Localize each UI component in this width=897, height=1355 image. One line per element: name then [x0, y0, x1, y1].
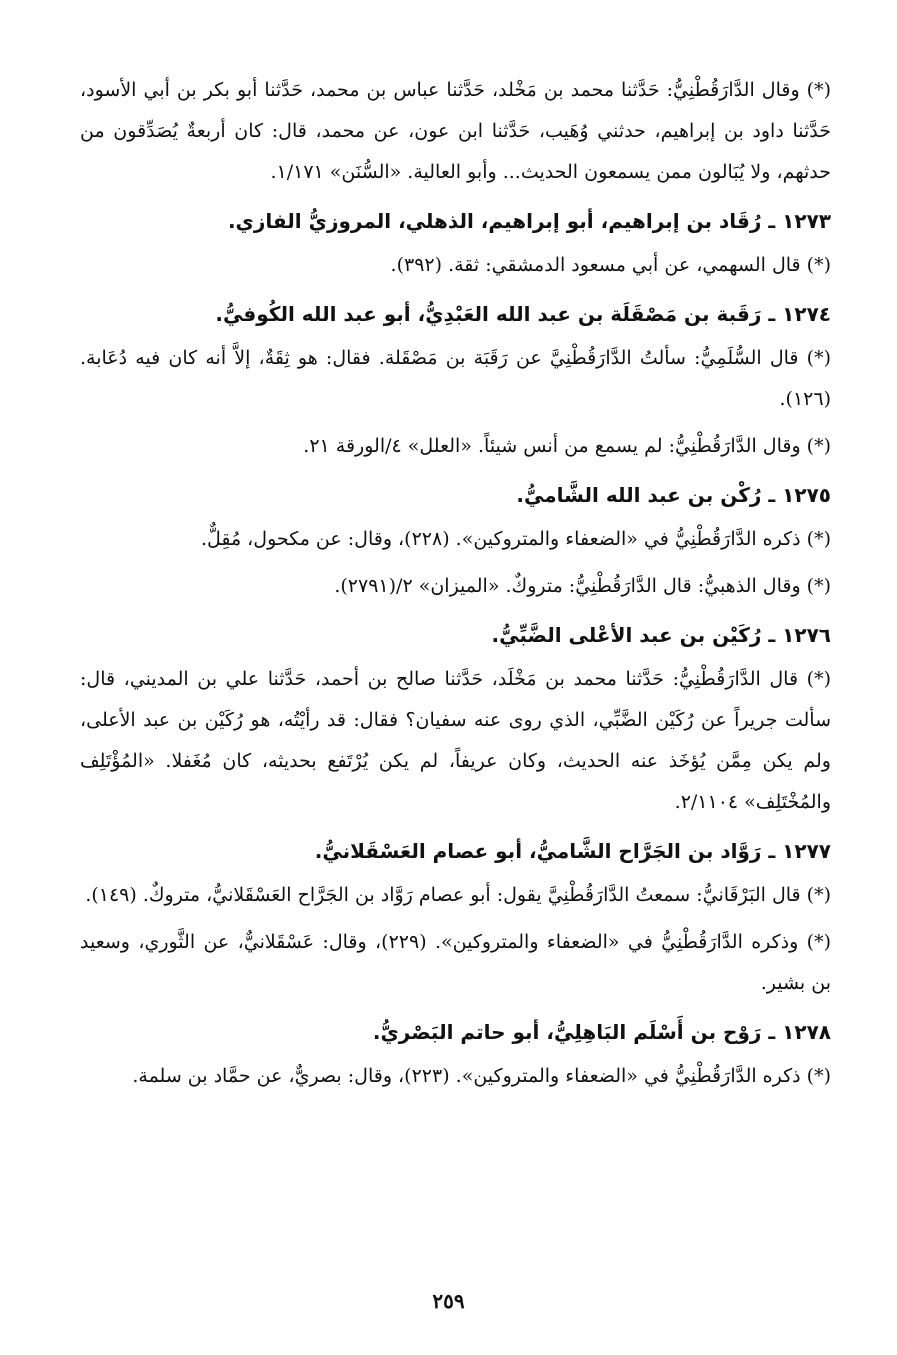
entry-paragraph: (*) قال السهمي، عن أبي مسعود الدمشقي: ثقة. (٣٩٢).: [390, 254, 831, 276]
entry-heading: ١٢٧٥ ـ رُكْن بن عبد الله الشَّاميُّ.: [516, 483, 831, 507]
entry-1277: [80, 831, 831, 1004]
entry-paragraph: (*) وقال الذهبيُّ: قال الدَّارَقُطْنِيُّ: متروكٌ. «الميزان» ٢/(٢٧٩١).: [334, 575, 831, 597]
entry-heading: ١٢٧٤ ـ رَقَبة بن مَصْقَلَة بن عبد الله العَبْدِيُّ، أبو عبد الله الكُوفيُّ.: [215, 302, 831, 326]
entry-heading: ١٢٧٣ ـ رُقَاد بن إبراهيم، أبو إبراهيم، الذهلي، المروزيُّ الفازي.: [227, 209, 831, 233]
entry-paragraph: (*) ذكره الدَّارَقُطْنِيُّ في «الضعفاء والمتروكين». (٢٢٨)، وقال: عن مكحول، مُقِلٌّ.: [200, 528, 831, 550]
entry-heading: ١٢٧٦ ـ رُكَيْن بن عبد الأعْلى الضَّبِّيُّ.: [491, 623, 831, 647]
entry-paragraph: (*) ذكره الدَّارَقُطْنِيُّ في «الضعفاء والمتروكين». (٢٢٣)، وقال: بصريٌّ، عن حمَّاد بن سلمة.: [132, 1065, 831, 1087]
entry-paragraph: (*) وقال الدَّارَقُطْنِيُّ: لم يسمع من أنس شيئاً. «العلل» ٤/الورقة ٢١.: [303, 435, 831, 457]
entry-heading: ١٢٧٨ ـ رَوْح بن أَسْلَم البَاهِلِيُّ، أبو حاتم البَصْريُّ.: [372, 1020, 831, 1044]
page-number: ٢٥٩: [432, 1289, 465, 1313]
entry-1274: [80, 294, 831, 467]
intro-paragraph: (*) وقال الدَّارَقُطْنِيُّ: حَدَّثنا محمد بن مَخْلد، حَدَّثنا عباس بن محمد، حَدَّثنا أبو بكر بن أبي الأسود، حَدَّثنا داود بن إبراهيم، حدثني وُهَيب، حَدَّثنا ابن عون، عن محمد، قال: كان أربعةٌ يُصَدِّقون من حدثهم، ولا يُبَالون ممن يسمعون الحديث... وأبو العالية. «السُّنَن» ١/١٧١.: [80, 79, 831, 183]
entry-1278: [80, 1012, 831, 1097]
entry-1275: [80, 475, 831, 607]
entry-1273: [80, 201, 831, 286]
entry-paragraph: (*) وذكره الدَّارَقُطْنِيُّ في «الضعفاء والمتروكين». (٢٢٩)، وقال: عَسْقَلانيٌّ، عن الثَّوري، وسعيد بن بشير.: [80, 931, 831, 994]
entry-paragraph: (*) قال الدَّارَقُطْنِيُّ: حَدَّثنا محمد بن مَخْلَد، حَدَّثنا صالح بن أحمد، حَدَّثنا علي بن المديني، قال: سألت جريراً عن رُكَيْن الضَّبِّي، الذي روى عنه سفيان؟ فقال: قد رأيْتُه، هو رُكَيْن بن عبد الأعلى، ولم يكن مِمَّن يُؤخَذ عنه الحديث، وكان عريفاً، لم يكن يُرْتَفع بحديثه، كان مُغَفلا. «المُؤْتَلِف والمُخْتَلِف» ٢/١١٠٤.: [80, 668, 831, 813]
entry-paragraph: (*) قال البَرْقَانيُّ: سمعتُ الدَّارَقُطْنِيَّ يقول: أبو عصام رَوَّاد بن الجَرَّاح العَسْقَلانيُّ، متروكٌ. (١٤٩).: [85, 884, 831, 906]
entry-paragraph: (*) قال السُّلَمِيُّ: سألتُ الدَّارَقُطْنِيَّ عن رَقَبَة بن مَصْقَلة. فقال: هو ثِقَةٌ، إلاَّ أنه كان فيه دُعَابة. (١٢٦).: [80, 347, 831, 410]
entry-1276: [80, 615, 831, 823]
entry-heading: ١٢٧٧ ـ رَوَّاد بن الجَرَّاح الشَّاميُّ، أبو عصام العَسْقَلانيُّ.: [314, 839, 831, 863]
